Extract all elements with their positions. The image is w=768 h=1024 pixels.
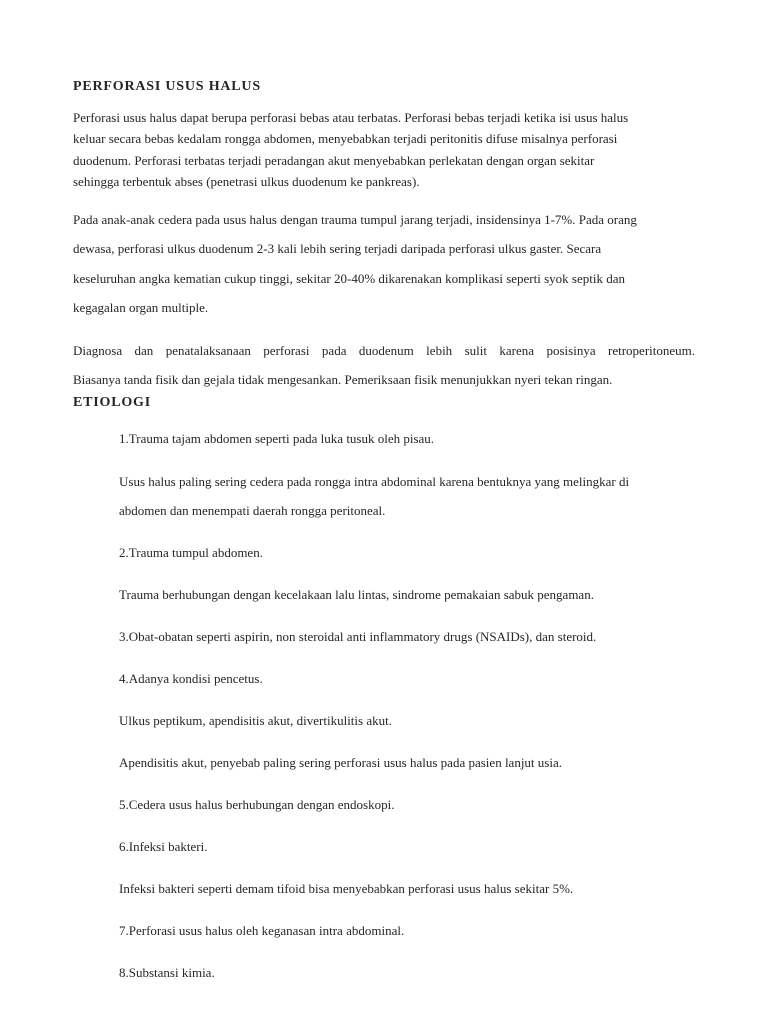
paragraph-line: Perforasi usus halus dapat berupa perforasi bebas atau terbatas. Perforasi bebas terjadi ketika isi usus halus [73,110,629,125]
list-item: 4.Adanya kondisi pencetus. [119,671,263,686]
list-item: 6.Infeksi bakteri. [119,839,208,854]
paragraph-intro [73,107,628,192]
list-item: Ulkus peptikum, apendisitis akut, divertikulitis akut. [119,713,392,728]
paragraph-line: kegagalan organ multiple. [73,299,209,315]
list-item: 3.Obat-obatan seperti aspirin, non steroidal anti inflammatory drugs (NSAIDs), dan steroid. [119,629,597,644]
paragraph-line: Diagnosa dan penatalaksanaan perforasi pada duodenum lebih sulit karena posisinya retroperitoneum. [73,343,695,358]
list-item: Infeksi bakteri seperti demam tifoid bisa menyebabkan perforasi usus halus sekitar 5%. [119,881,574,896]
paragraph-line: Biasanya tanda fisik dan gejala tidak mengesankan. Pemeriksaan fisik menunjukkan nyeri tekan ringan. [73,372,613,387]
paragraph-line: Pada anak-anak cedera pada usus halus dengan trauma tumpul jarang terjadi, insidensinya 1-7%. Pada orang [73,212,637,227]
list-item: 1.Trauma tajam abdomen seperti pada luka tusuk oleh pisau. [119,431,435,446]
list-item: 7.Perforasi usus halus oleh keganasan intra abdominal. [119,923,405,938]
list-item: 8.Substansi kimia. [119,965,215,980]
list-item: Usus halus paling sering cedera pada rongga intra abdominal karena bentuknya yang melingkar di [119,474,630,489]
list-item: Apendisitis akut, penyebab paling sering perforasi usus halus pada pasien lanjut usia. [119,755,562,770]
paragraph-line: sehingga terbentuk abses (penetrasi ulkus duodenum ke pankreas). [73,173,420,189]
paragraph-diagnosis [73,336,695,394]
paragraph-line: keluar secara bebas kedalam rongga abdomen, menyebabkan terjadi peritonitis difuse misalnya perforasi [73,131,618,147]
list-item: abdomen dan menempati daerah rongga peritoneal. [119,503,386,518]
paragraph-line: duodenum. Perforasi terbatas terjadi peradangan akut menyebabkan perlekatan dengan organ sekitar [73,152,595,168]
paragraph-line: keseluruhan angka kematian cukup tinggi, sekitar 20-40% dikarenakan komplikasi seperti syok septik dan [73,270,625,286]
document-title: PERFORASI USUS HALUS [73,79,261,94]
paragraph-incidence [73,205,637,322]
list-item: 5.Cedera usus halus berhubungan dengan endoskopi. [119,797,395,812]
paragraph-line: dewasa, perforasi ulkus duodenum 2-3 kali lebih sering terjadi daripada perforasi ulkus gaster. Secara [73,241,602,257]
section-heading-etiologi: ETIOLOGI [73,395,151,410]
list-item: Trauma berhubungan dengan kecelakaan lalu lintas, sindrome pemakaian sabuk pengaman. [119,587,594,602]
list-item: 2.Trauma tumpul abdomen. [119,545,263,560]
